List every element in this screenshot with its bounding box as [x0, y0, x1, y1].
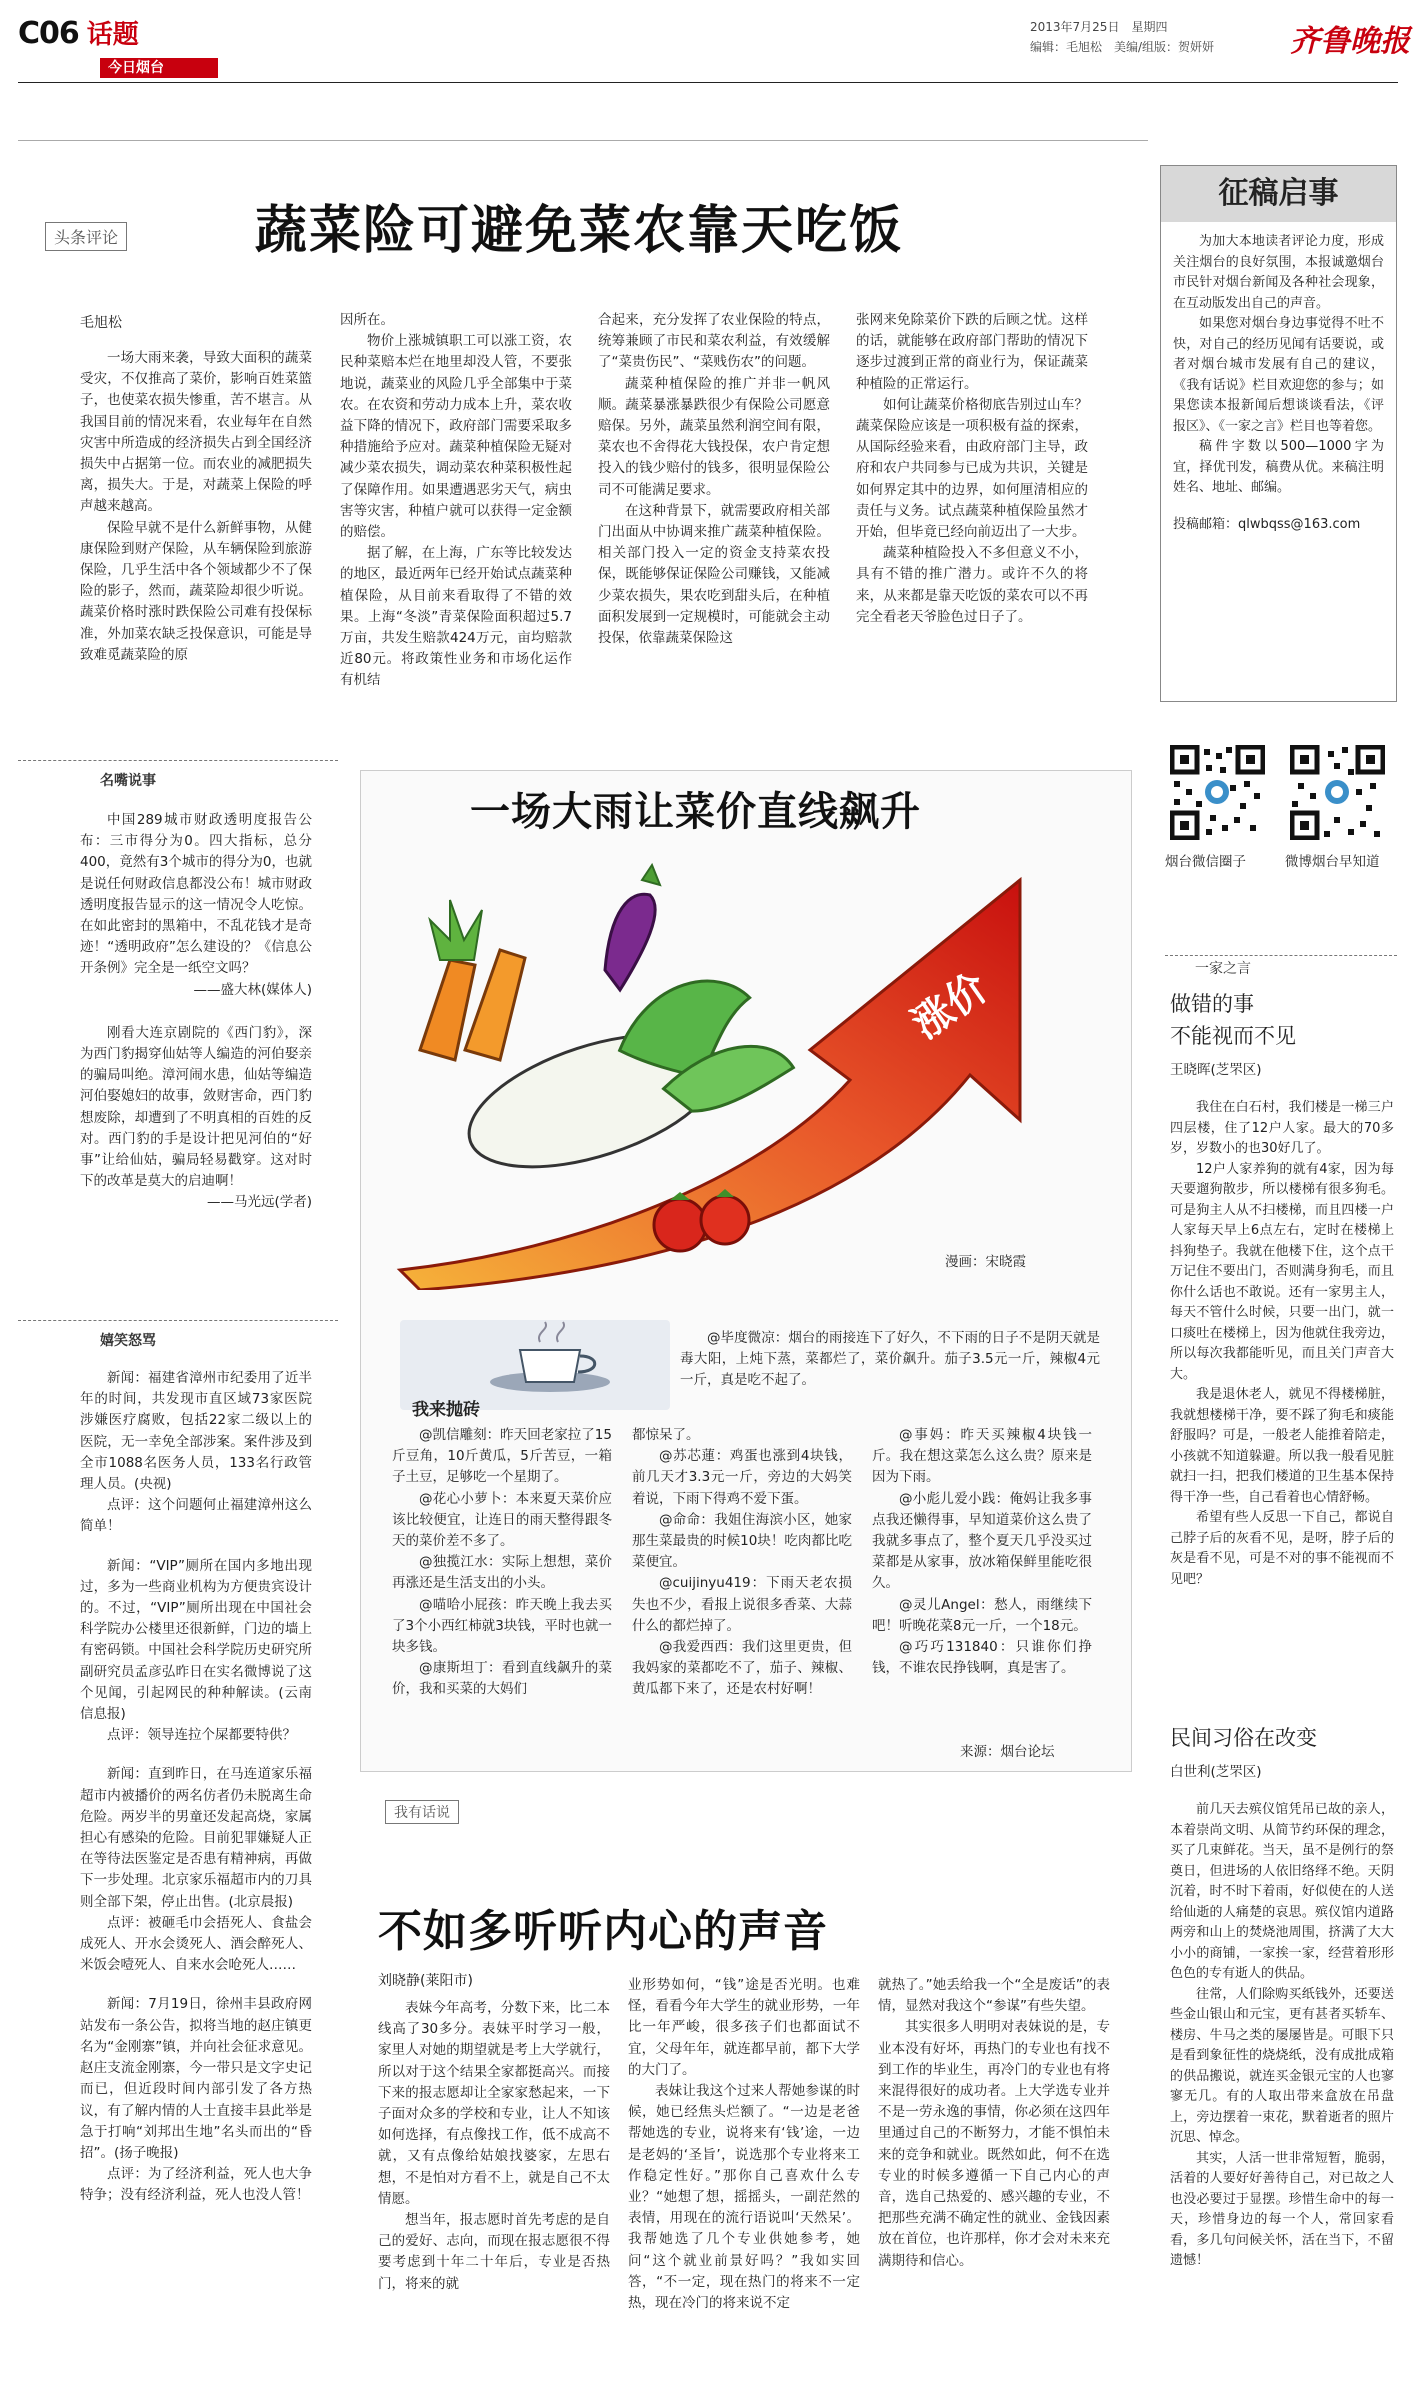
custom-para: 其实，人活一世非常短暂，脆弱，活着的人要好好善待自己，对已故之人也没必要过于显摆。珍惜生命中的每一天，珍惜身边的每一个人，常回家看看，多几句问候关怀，活在当下，不留遗憾！ — [1170, 2150, 1394, 2268]
section-name: 话题 — [86, 20, 139, 50]
joke-item: 点评：这个问题何止福建漳州这么简单！ — [80, 1497, 312, 1535]
call-box — [1160, 165, 1397, 702]
lead-author: 毛旭松 — [80, 315, 122, 331]
bottom-col-3 — [878, 1975, 1110, 2272]
famous-item: 刚看大连京剧院的《西门豹》，深为西门豹揭穿仙姑等人编造的河伯娶亲的骗局叫绝。漳河闹水患，仙姑等编造河伯娶媳妇的故事，敛财害命，西门豹想废除，却遭到了不明真相的百姓的反对。西门豹的手是设计把见河伯的“好事”让给仙姑，骗局轻易戳穿。这对时下的改革是莫大的启迪啊！ — [80, 1024, 312, 1190]
onefamily-title-2: 不能视而不见 — [1170, 1024, 1296, 1048]
brick-label: 我来抛砖 — [412, 1400, 480, 1420]
lead-para: 在这种背景下，就需要政府相关部门出面从中协调来推广蔬菜种植保险。相关部门投入一定的资金支持菜农投保，既能够保证保险公司赚钱，又能减少菜农损失，果农吃到甜头后，在种植面积发展到一定规模时，可能就会主动投保，依靠蔬菜保险这 — [598, 502, 830, 647]
lead-para: 一场大雨来袭，导致大面积的蔬菜受灾，不仅推高了菜价，影响百姓菜篮子，也使菜农损失惨重，苦不堪言。从我国目前的情况来看，农业每年在自然灾害中所造成的经济损失占到全国经济损失中占据第一位。而农业的减肥损失离，损失大。于是，对蔬菜上保险的呼声越来越高。 — [80, 350, 312, 515]
onefamily-title-1: 做错的事 — [1170, 992, 1254, 1016]
bottom-para: 想当年，报志愿时首先考虑的是自己的爱好、志向，而现在报志愿很不得要考虑到十年二十年后，专业是否热门，将来的就 — [378, 2212, 610, 2292]
famous-item: 中国289城市财政透明度报告公布：三市得分为0。四大指标，总分400，竟然有3个城市的得分为0，也就是说任何财政信息都没公布！城市财政透明度报告显示的这一情况令人吃惊。在如此密封的黑箱中，不乱花钱才是奇迹！“透明政府”怎么建设的？《信息公开条例》完全是一纸空文吗？ — [80, 812, 312, 977]
lead-para: 蔬菜种植保险的推广并非一帆风顺。蔬菜暴涨暴跌很少有保险公司愿意赔保。另外，蔬菜虽然利润空间有限，菜农也不舍得花大钱投保，农户肯定想投入的钱少赔付的钱多，很明显保险公司不可能满足要求。 — [598, 375, 830, 498]
joke-item: 新闻：“VIP”厕所在国内多地出现过，多为一些商业机构为方便贵宾设计的。不过，“VIP”厕所出现在中国社会科学院办公楼里还很新鲜，门边的墙上有密码锁。中国社会科学院历史研究所副研究员孟彦弘昨日在实名微博说了这个见闻，引起网民的种种解读。(云南信息报) — [80, 1557, 312, 1723]
feature-title: 一场大雨让菜价直线飙升 — [470, 789, 921, 835]
qr-caption-right: 微博烟台早知道 — [1285, 854, 1380, 870]
call-body — [1161, 222, 1396, 545]
onefamily-para: 我住在白石村，我们楼是一梯三户四层楼，住了12户人家。最大的70多岁，岁数小的也30好几了。 — [1170, 1100, 1394, 1156]
onefamily-tag: 一家之言 — [1195, 961, 1251, 977]
bottom-col-1 — [378, 1998, 610, 2295]
comment: @灵儿Angel：愁人，雨继续下吧！听晚花菜8元一斤，一个18元。 — [872, 1596, 1092, 1634]
lead-title: 蔬菜险可避免菜农靠天吃饭 — [255, 201, 904, 261]
comment: @cuijinyu419：下雨天老农损失也不少，看报上说很多香菜、大蒜什么的都烂掉了。 — [632, 1575, 852, 1634]
lead-para: 因所在。 — [340, 312, 394, 328]
masthead-left — [18, 14, 139, 51]
comment: @花心小萝卜：本来夏天菜价应该比较便宜，让连日的雨天整得跟冬天的菜价差不多了。 — [392, 1490, 612, 1550]
feature-col-3 — [872, 1425, 1092, 1679]
lead-col-2 — [340, 310, 572, 692]
lead-rule — [18, 140, 1148, 141]
custom-author: 白世利(芝罘区) — [1170, 1764, 1262, 1780]
famous-body — [80, 810, 312, 1214]
lead-col-1 — [80, 348, 312, 666]
custom-title: 民间习俗在改变 — [1170, 1726, 1317, 1750]
bottom-para: 业形势如何，“钱”途是否光明。也难怪，看看今年大学生的就业形势，一年比一年严峻，很多孩子们也都面试不宜，父母年年，就连都早前，都下大学的大门了。 — [628, 1977, 860, 2078]
lead-para: 物价上涨城镇职工可以涨工资，农民种菜赔本烂在地里却没人管，不要张地说，蔬菜业的风险几乎全部集中于菜农。在农资和劳动力成本上升，菜农收益下降的情况下，政府部门需要采取多种措施给予应对。蔬菜种植保险无疑对减少菜农损失，调动菜农种菜积极性起了保障作用。如果遭遇恶劣天气，病虫害等灾害，种植户就可以获得一定金额的赔偿。 — [340, 333, 572, 541]
feature-col-1 — [392, 1425, 612, 1701]
comment: @事妈：昨天买辣椒4块钱一斤。我在想这菜怎么这么贵？原来是因为下雨。 — [872, 1427, 1092, 1486]
comment: @独揽江水：实际上想想，菜价再涨还是生活支出的小头。 — [392, 1554, 612, 1592]
qr-code-wechat[interactable] — [1170, 745, 1265, 840]
lead-tag: 头条评论 — [45, 222, 127, 251]
bottom-col-2 — [628, 1975, 860, 2314]
famous-rule — [18, 760, 338, 761]
joke-rule — [18, 1320, 338, 1321]
cartoon-illustration — [380, 850, 1120, 1290]
weibo-lead — [680, 1328, 1100, 1392]
call-para: 为加大本地读者评论力度，形成关注烟台的良好氛围，本报诚邀烟台市民针对烟台新闻及各种社会现象，在互动版发出自己的声音。 — [1173, 234, 1384, 311]
joke-item: 点评：领导连拉个屎都要特供？ — [107, 1727, 296, 1744]
bottom-tag: 我有话说 — [385, 1800, 459, 1824]
onefamily-para: 希望有些人反思一下自己，都说自己脖子后的灰看不见，是呀，脖子后的灰是看不见，可是不对的事不能视而不见吧？ — [1170, 1510, 1394, 1587]
lead-para: 蔬菜种植险投入不多但意义不小，具有不错的推广潜力。或许不久的将来，从来都是靠天吃饭的菜农可以不再完全看老天爷脸色过日子了。 — [856, 545, 1088, 625]
comment: @凯信雕刻：昨天回老家拉了15斤豆角，10斤黄瓜，5斤苦豆，一箱子土豆，足够吃一个星期了。 — [392, 1427, 612, 1486]
lead-para: 保险早就不是什么新鲜事物，从健康保险到财产保险，从车辆保险到旅游保险，几乎生活中各个领域都少不了保险的影子，然而，蔬菜险却很少听说。蔬菜价格时涨时跌保险公司难有投保标准，外加菜农缺乏投保意识，可能是导致难觅蔬菜险的原 — [80, 519, 312, 663]
custom-para: 前几天去殡仪馆凭吊已故的亲人，本着崇尚文明、从简节约环保的理念，买了几束鲜花。当天，虽不是例行的祭奠日，但进场的人依旧络绎不绝。天阴沉着，时不时下着雨，好似使在的人送给仙逝的人痛楚的哀思。殡仪馆内道路两旁和山上的焚烧池周围，挤满了大大小小的商铺，一家挨一家，经营着形形色色的专有逝人的供品。 — [1170, 1802, 1394, 1981]
page-code: C06 — [18, 16, 79, 51]
date-line: 2013年7月25日 星期四 — [1030, 20, 1168, 34]
lead-para: 合起来，充分发挥了农业保险的特点，统筹兼顾了市民和菜农利益，有效缓解了“菜贵伤民”、“菜贱伤农”的问题。 — [598, 312, 830, 371]
onefamily-body — [1170, 1098, 1394, 1590]
call-para: 如果您对烟台身边事觉得不吐不快，对自己的经历见闻有话要说，或者对烟台城市发展有自己的建议，《我有话说》栏目欢迎您的参与；如果您读本报新闻后想谈谈看法，《评报区》、《一家之言》栏目也等着您。 — [1173, 316, 1384, 434]
bottom-para: 表妹今年高考，分数下来，比二本线高了30多分。表妹平时学习一般，家里人对她的期望就是考上大学就行，所以对于这个结果全家都挺高兴。而接下来的报志愿却让全家家愁起来，一下子面对众多的学校和专业，让人不知该如何选择，有点像找工作，低不成高不就，又有点像给姑娘找婆家，左思右想，不是怕对方看不上，就是自己不太情愿。 — [378, 2000, 610, 2207]
qr-caption-left: 烟台微信圈子 — [1165, 854, 1246, 870]
header-rule — [18, 82, 1398, 83]
comment: @命命：我姐住海滨小区，她家那生菜最贵的时候10块！吃肉都比吃菜便宜。 — [632, 1511, 852, 1571]
lead-col-4 — [856, 310, 1088, 628]
comment: @巧巧131840：只谁你们挣钱，不谁农民挣钱啊，真是害了。 — [872, 1639, 1092, 1677]
comment: @苏芯蓮：鸡蛋也涨到4块钱，前几天才3.3元一斤，旁边的大妈笑着说，下雨下得鸡不爱下蛋。 — [632, 1448, 852, 1507]
onefamily-para: 我是退休老人，就见不得楼梯脏，我就想楼梯干净，要不踩了狗毛和痰能舒服吗？可是，一般老人能推着陪走，小孩就不知道躲避。所以我一般看见脏就扫一扫，把我们楼道的卫生基本保持得干净一些，自己看着也心情舒畅。 — [1170, 1387, 1394, 1505]
joke-item: 点评：为了经济利益，死人也大争特争；没有经济利益，死人也没人管！ — [80, 2166, 312, 2204]
joke-item: 点评：被砸毛巾会捂死人、食盐会成死人、开水会烫死人、酒会醉死人、米饭会噎死人、自来水会呛死人…… — [80, 1914, 312, 1974]
call-title: 征稿启事 — [1161, 166, 1396, 222]
bottom-para: 其实很多人明明对表妹说的是，专业本没有好坏，再热门的专业也有找不到工作的毕业生，再冷门的专业也有将来混得很好的成功者。上大学选专业并不是一劳永逸的事情，你必须在这四年里通过自己的不断努力，才能不惧怕未来的竞争和就业。既然如此，何不在选专业的时候多遵循一下自己内心的声音，选自己热爱的、感兴趣的专业，不把那些充满不确定性的就业、金钱因素放在首位，也许那样，你才会对未来充满期待和信心。 — [878, 2019, 1110, 2269]
bottom-title: 不如多听听内心的声音 — [378, 1906, 828, 1957]
comment: 都惊呆了。 — [632, 1427, 700, 1443]
lead-para: 张网来免除菜价下跌的后顾之忧。这样的话，就能够在政府部门帮助的情况下逐步过渡到正常的商业行为，保证蔬菜种植险的正常运行。 — [856, 312, 1088, 392]
weibo-text: @毕度微凉：烟台的雨接连下了好久，不下雨的日子不是阴天就是毒大阳，上炖下蒸，菜都烂了，菜价飙升。茄子3.5元一斤，辣椒4元一斤，真是吃不起了。 — [680, 1330, 1100, 1389]
call-para: 稿件字数以500—1000字为宜，择优刊发，稿费从优。来稿注明姓名、地址、邮编。 — [1173, 439, 1384, 495]
qr-code-weibo[interactable] — [1290, 745, 1385, 840]
lead-col-3 — [598, 310, 830, 649]
feature-col-2 — [632, 1425, 852, 1701]
lead-para: 如何让蔬菜价格彻底告别过山车？蔬菜保险应该是一项积极有益的探索，从国际经验来看，由政府部门主导，政府和农户共同参与已成为共识，关键是如何界定其中的边界，如何厘清相应的责任与义务。试点蔬菜种植保险虽然才开始，但毕竟已经向前迈出了一大步。 — [856, 396, 1088, 541]
joke-item: 新闻：7月19日，徐州丰县政府网站发布一条公告，拟将当地的赵庄镇更名为“金刚寨”镇，并向社会征求意见。赵庄支流金刚寨，今一带只是文字史记而已，但近段时间内部引发了各方热议，有了解内情的人士直接丰县此举是急于打响“刘邦出生地”名头而出的“昏招”。(扬子晚报) — [80, 1996, 312, 2161]
custom-para: 往常，人们除购买纸钱外，还要送些金山银山和元宝，更有甚者买轿车、楼房、牛马之类的屡屡皆是。可眼下只是看到象征性的烧烧纸，没有成批成箱的供品搬说，就连买金银元宝的人也寥寥无几。有的人取出带来盒放在吊盘上，旁边摆着一束花，默着逝者的照片沉思、悼念。 — [1170, 1986, 1394, 2145]
onefamily-rule — [1165, 955, 1397, 956]
onefamily-author: 王晓晖(芝罘区) — [1170, 1062, 1262, 1078]
joke-tag: 嬉笑怒骂 — [100, 1333, 156, 1349]
comment: @我爱西西：我们这里更贵，但我妈家的菜都吃不了，茄子、辣椒、黄瓜都下来了，还是农村好啊！ — [632, 1639, 852, 1698]
feature-source: 来源：烟台论坛 — [960, 1744, 1055, 1760]
famous-sig: ——马光远(学者) — [206, 1194, 312, 1211]
bottom-para: 就热了。”她丢给我一个“全是废话”的表情，显然对我这个“参谋”有些失望。 — [878, 1977, 1110, 2015]
cartoon-credit: 漫画：宋晓霞 — [945, 1254, 1026, 1270]
onefamily-para: 12户人家养狗的就有4家，因为每天要遛狗散步，所以楼梯有很多狗毛。可是狗主人从不扫楼梯，而且四楼一户人家每天早上6点左右，定时在楼梯上抖狗垫子。我就在他楼下住，这个点干万记住不要出门，否则满身狗毛，而且你什么话也不敢说。还有一家男主人，每天不管什么时候，只要一出门，就一口痰吐在楼梯上，因为他就住我旁边，所以每次我都能听见，而且关门声音大大。 — [1170, 1161, 1394, 1382]
famous-tag: 名嘴说事 — [100, 773, 156, 789]
sub-section-bar: 今日烟台 — [100, 58, 218, 78]
joke-item: 新闻：福建省漳州市纪委用了近半年的时间，共发现市直区域73家医院涉嫌医疗腐败，包括22家二级以上的医院，无一幸免全部涉案。案件涉及到全市1088名医务人员，133名行政管理人员。(央视) — [80, 1370, 312, 1493]
arrow-label: 涨价 — [904, 964, 997, 1049]
comment: @康斯坦丁：看到直线飙升的菜价，我和买菜的大妈们 — [392, 1660, 612, 1698]
call-email[interactable]: 投稿邮箱：qlwbqss@163.com — [1173, 516, 1361, 532]
bottom-author: 刘晓静(莱阳市) — [378, 1973, 473, 1989]
comment: @喵哈小屁孩：昨天晚上我去买了3个小西红柿就3块钱，平时也就一块多钱。 — [392, 1596, 612, 1656]
paper-logo: 齐鲁晚报 — [1290, 24, 1410, 59]
editor-line: 编辑：毛旭松 美编/组版：贺妍妍 — [1030, 40, 1215, 54]
bottom-para: 表妹让我这个过来人帮她参谋的时候，她已经焦头烂额了。“一边是老爸帮她选的专业，说将来有‘钱’途，一边是老妈的‘圣旨’，说选那个专业将来工作稳定性好。”那你自己喜欢什么专业？“她想了想，摇摇头，一副茫然的表情，用现在的流行语说叫‘天然呆’。我帮她选了几个专业供她参考，她问“这个就业前景好吗？”我如实回答，“不一定，现在热门的将来不一定热，现在冷门的将来说不定 — [628, 2083, 860, 2312]
lead-para: 据了解，在上海，广东等比较发达的地区，最近两年已经开始试点蔬菜种植保险，从目前来看取得了不错的效果。上海“冬淡”青菜保险面积超过5.7万亩，共发生赔款424万元，亩均赔款近80元。将政策性业务和市场化运作有机结 — [340, 545, 572, 689]
joke-item: 新闻：直到昨日，在马连道家乐福超市内被播价的两名仿者仍未脱离生命危险。两岁半的男童还发起高烧，家属担心有感染的危险。目前犯罪嫌疑人正在等待法医鉴定是否患有精神病，再做下一步处理。北京家乐福超市内的刀具则全部下架，停止出售。(北京晨报) — [80, 1766, 312, 1910]
joke-body — [80, 1368, 312, 2207]
comment: @小彪儿爱小践：俺妈让我多事点我还懒得事，早知道菜价这么贵了我就多事点了，整个夏天几乎没买过菜都是从家事，放冰箱保鲜里能吃很久。 — [872, 1490, 1092, 1592]
custom-body — [1170, 1800, 1394, 2272]
famous-sig: ——盛大林(媒体人) — [193, 981, 312, 998]
